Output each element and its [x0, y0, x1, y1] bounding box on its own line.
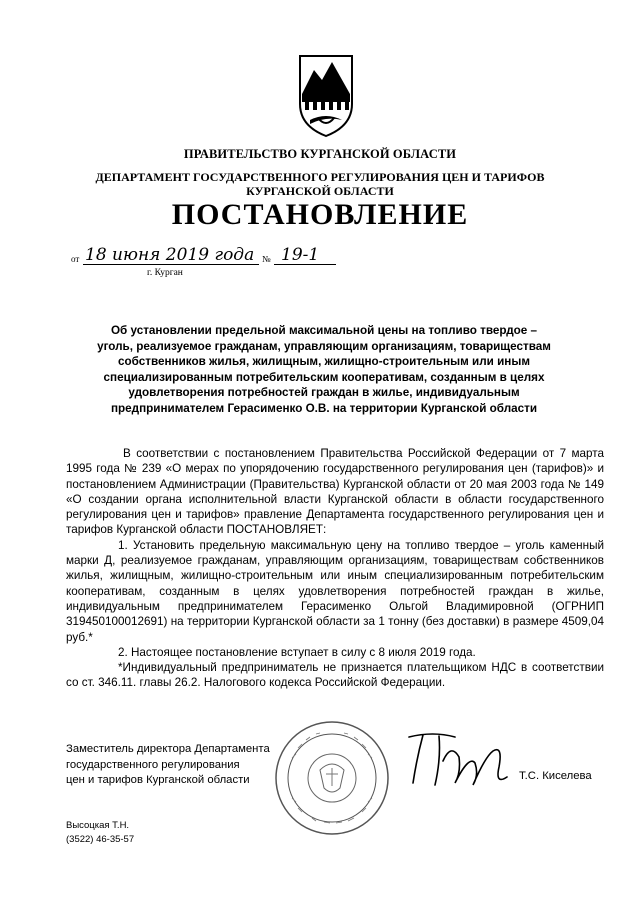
decree-body — [66, 446, 604, 691]
signer-position-line: государственного регулирования — [66, 758, 240, 771]
subject-line: специализированным потребительским кооперативам, созданным в целях — [103, 370, 545, 384]
executor-info — [66, 819, 134, 847]
executor-name: Высоцкая Т.Н. — [66, 820, 130, 831]
executor-phone: (3522) 46-35-57 — [66, 834, 135, 845]
item-2-paragraph: 2. Настоящее постановление вступает в силу с 8 июля 2019 года. — [118, 645, 476, 659]
footnote-paragraph: *Индивидуальный предприниматель не признается плательщиком НДС в соответствии со ст. 346.11. главы 26.2. Налогового кодекса Российской Федерации. — [66, 661, 604, 690]
dateline — [71, 244, 371, 268]
official-seal-icon — [272, 718, 392, 838]
subject-line: собственников жилья, жилищным, жилищно-строительным или иным — [118, 355, 530, 369]
signer-name: Т.С. Киселева — [519, 770, 592, 782]
signer-position — [66, 742, 270, 789]
item-1-paragraph: 1. Установить предельную максимальную цену на топливо твердое – уголь каменный марки Д, реализуемое гражданам, управляющим организациям, товариществам собственников жилья, жилищным, жилищно-строительным или иным специализированным потребительским кооперативам, созданным в целях удовлетворения потребностей граждан в жилье, индивидуальным предпринимателем Герасименко Ольгой Владимировной (ОГРНИП 319450100012691) на территории Курганской области за 1 тонну (без доставки) в размере 4509,04 руб.* — [66, 538, 604, 644]
government-title: ПРАВИТЕЛЬСТВО КУРГАНСКОЙ ОБЛАСТИ — [183, 147, 457, 161]
handwritten-signature-icon — [403, 727, 511, 795]
subject-line: удовлетворения потребностей граждан в жилье, индивидуальным — [128, 386, 520, 400]
department-title-line: ДЕПАРТАМЕНТ ГОСУДАРСТВЕННОГО РЕГУЛИРОВАНИЯ ЦЕН И ТАРИФОВ — [95, 170, 545, 184]
preamble-paragraph: В соответствии с постановлением Правительства Российской Федерации от 7 марта 1995 года № 239 «О мерах по упорядочению государственного регулирования цен (тарифов)» и постановлением Администрации (Правительства) Курганской области от 20 мая 2003 года № 149 «О создании органа исполнительной власти Курганской области в области государственного регулирования цен и тарифов» правление Департамента государственного регулирования цен и тарифов Курганской области ПОСТАНОВЛЯЕТ: — [66, 447, 604, 537]
handwritten-number: 19-1 — [281, 245, 320, 265]
signer-position-line: цен и тарифов Курганской области — [66, 774, 250, 786]
department-title-line: КУРГАНСКОЙ ОБЛАСТИ — [246, 184, 394, 198]
date-from-label: от — [71, 254, 80, 264]
kurgan-coat-of-arms-icon — [296, 54, 356, 138]
department-title — [0, 170, 640, 198]
decree-subject — [94, 323, 554, 417]
city-label: г. Курган — [147, 268, 183, 278]
subject-line: предпринимателем Герасименко О.В. на территории Курганской области — [110, 401, 538, 415]
document-type-title: ПОСТАНОВЛЕНИЕ — [171, 198, 469, 231]
subject-line: уголь, реализуемое гражданам, управляющим организациям, товариществам — [97, 339, 551, 353]
number-label: № — [262, 254, 271, 264]
handwritten-date: 18 июня 2019 года — [85, 245, 255, 265]
signer-position-line: Заместитель директора Департамента — [66, 743, 270, 755]
subject-line: Об установлении предельной максимальной цены на топливо твердое – — [110, 324, 538, 337]
